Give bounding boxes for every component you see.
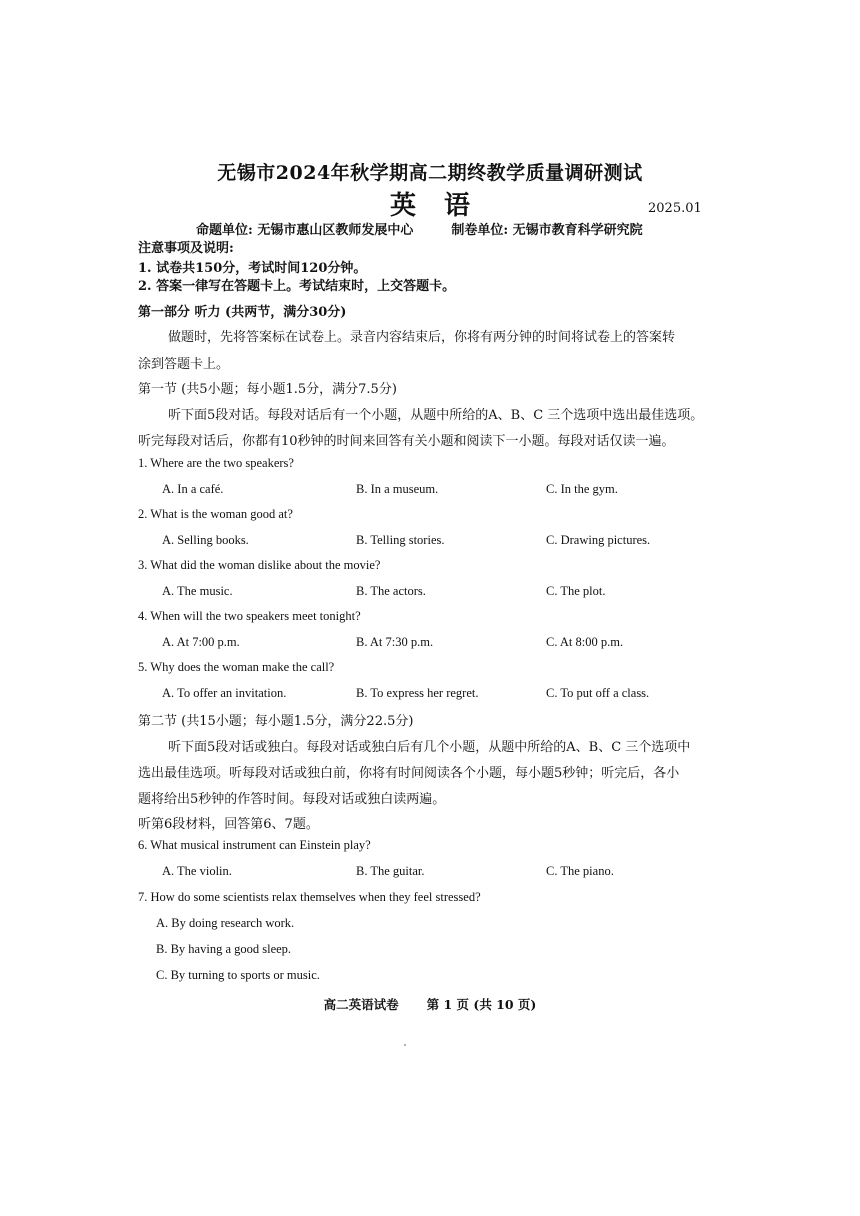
option-b: B. At 7:30 p.m. (356, 635, 434, 649)
section1-heading: 第一节 (共5小题；每小题1.5分，满分7.5分) (138, 382, 397, 397)
section2-instruction: 听下面5段对话或独白。每段对话或独白后有几个小题，从题中所给的A、B、C 三个选项中 (168, 740, 691, 755)
option-a: A. By doing research work. (156, 916, 295, 930)
section2-heading: 第二节 (共15小题；每小题1.5分，满分22.5分) (138, 714, 414, 729)
section1-instruction: 听完每段对话后，你都有10秒钟的时间来回答有关小题和阅读下一小题。每段对话仅读一遍。 (138, 434, 675, 449)
option-c: C. At 8:00 p.m. (546, 635, 624, 649)
note-item: 1. 试卷共150分，考试时间120分钟。 (138, 261, 367, 276)
notes-heading: 注意事项及说明: (138, 241, 234, 256)
material-note: 听第6段材料，回答第6、7题。 (138, 817, 319, 832)
question-6: 6. What musical instrument can Einstein play? (138, 838, 371, 852)
exam-units (196, 219, 643, 238)
option-a: A. To offer an invitation. (162, 686, 287, 700)
option-b: B. In a museum. (356, 482, 439, 496)
part1-instruction: 做题时，先将答案标在试卷上。录音内容结束后，你将有两分钟的时间将试卷上的答案转 (168, 330, 676, 345)
option-c: C. The plot. (546, 584, 606, 598)
option-b: B. Telling stories. (356, 533, 445, 547)
option-a: A. In a café. (162, 482, 224, 496)
page-footer (0, 995, 860, 1013)
option-a: A. The violin. (162, 864, 232, 878)
question-3: 3. What did the woman dislike about the movie? (138, 558, 381, 572)
option-a: A. Selling books. (162, 533, 249, 547)
option-b: B. By having a good sleep. (156, 942, 292, 956)
footer-paper: 高二英语试卷 (323, 997, 399, 1012)
part1-instruction: 涂到答题卡上。 (138, 357, 230, 372)
section2-instruction: 题将给出5秒钟的作答时间。每段对话或独白读两遍。 (138, 792, 446, 807)
section2-instruction: 选出最佳选项。听每段对话或独白前，你将有时间阅读各个小题，每小题5秒钟；听完后，各小 (138, 766, 680, 781)
scan-speck (404, 1044, 406, 1046)
part1-heading: 第一部分 听力 (共两节，满分30分) (138, 305, 347, 320)
subject-title: 英语 (389, 191, 498, 221)
question-5: 5. Why does the woman make the call? (138, 660, 335, 674)
option-a: A. The music. (162, 584, 233, 598)
option-c: C. Drawing pictures. (546, 533, 651, 547)
section1-instruction: 听下面5段对话。每段对话后有一个小题，从题中所给的A、B、C 三个选项中选出最佳选项。 (168, 408, 704, 423)
footer-page: 第 1 页 (共 10 页) (426, 997, 537, 1012)
option-b: B. The guitar. (356, 864, 425, 878)
option-c: C. In the gym. (546, 482, 618, 496)
option-c: C. To put off a class. (546, 686, 650, 700)
option-b: B. To express her regret. (356, 686, 479, 700)
producer-unit: 制卷单位: 无锡市教育科学研究院 (451, 223, 643, 238)
exam-date: 2025.01 (648, 201, 702, 216)
question-2: 2. What is the woman good at? (138, 507, 293, 521)
option-c: C. By turning to sports or music. (156, 968, 320, 982)
question-4: 4. When will the two speakers meet tonight? (138, 609, 361, 623)
exam-title: 无锡市2024年秋学期高二期终教学质量调研测试 (217, 162, 643, 184)
option-c: C. The piano. (546, 864, 614, 878)
note-item: 2. 答案一律写在答题卡上。考试结束时，上交答题卡。 (138, 279, 456, 294)
option-b: B. The actors. (356, 584, 426, 598)
question-1: 1. Where are the two speakers? (138, 456, 294, 470)
question-7: 7. How do some scientists relax themselves when they feel stressed? (138, 890, 481, 904)
proposer-unit: 命题单位: 无锡市惠山区教师发展中心 (196, 223, 414, 238)
option-a: A. At 7:00 p.m. (162, 635, 240, 649)
